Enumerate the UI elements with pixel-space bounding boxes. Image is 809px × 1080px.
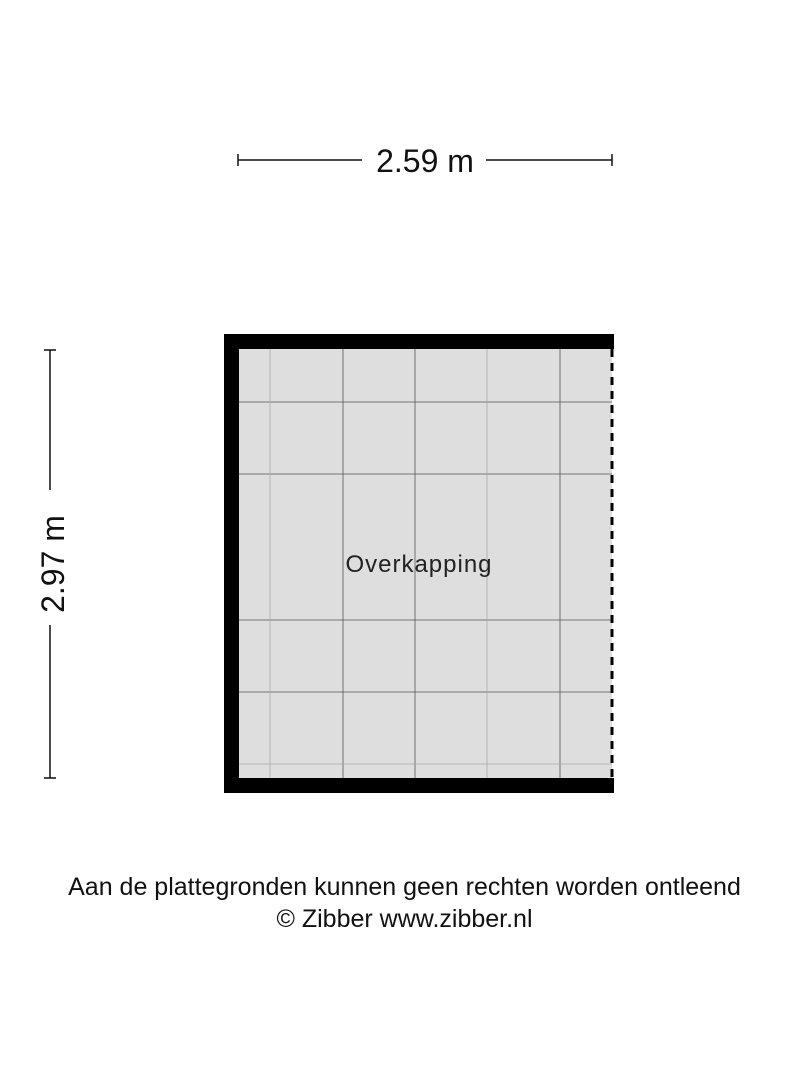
- height-label: 2.97 m: [35, 515, 71, 613]
- disclaimer-text: Aan de plattegronden kunnen geen rechten worden ontleend: [68, 873, 741, 901]
- wall-top: [224, 334, 614, 349]
- copyright-text: © Zibber www.zibber.nl: [276, 905, 533, 933]
- width-label: 2.59 m: [376, 143, 474, 179]
- room-label: Overkapping: [345, 551, 493, 578]
- wall-left: [224, 334, 239, 793]
- width-dimension: [238, 143, 612, 179]
- height-dimension: [35, 350, 71, 778]
- wall-bottom: [224, 778, 614, 793]
- room-overkapping: [224, 334, 614, 793]
